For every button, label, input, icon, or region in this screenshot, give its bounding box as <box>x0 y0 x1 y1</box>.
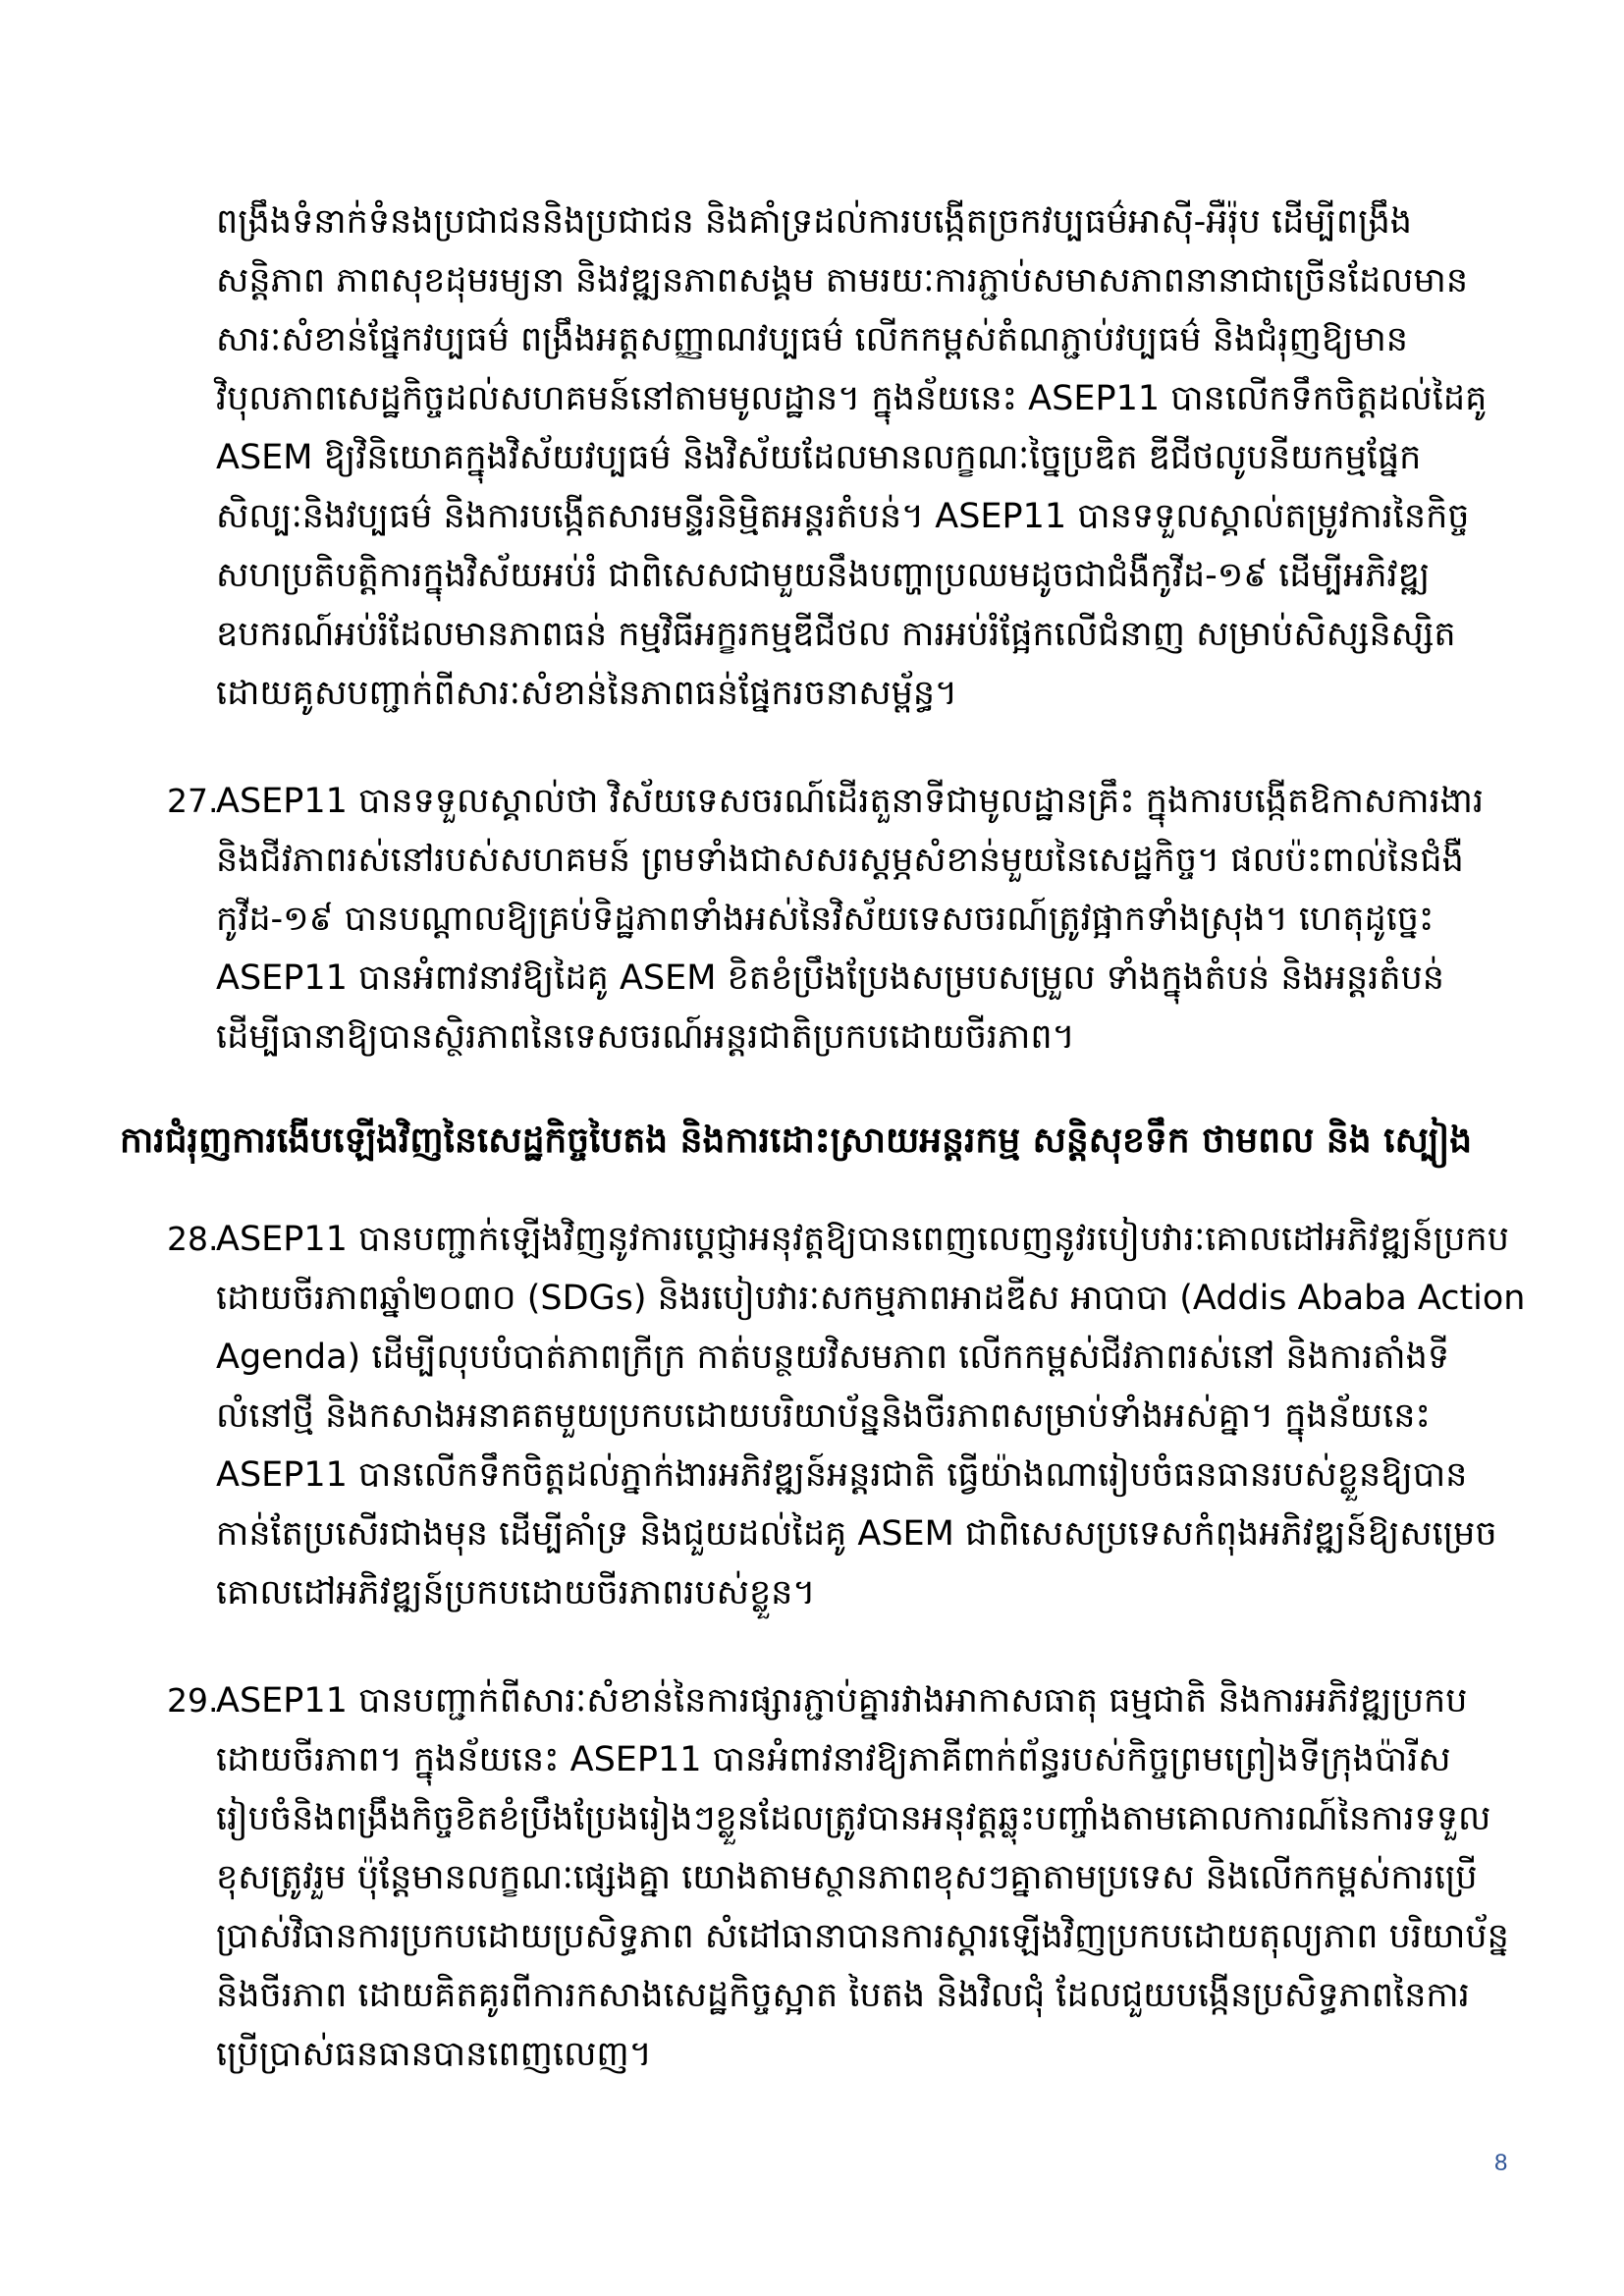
paragraph-line: ដោយចីរភាពឆ្នាំ២០៣០ (SDGs) និងរបៀបវារៈសកម្មភាពអាដឌីស អាបាបា (Addis Ababa Action <box>216 1279 1526 1318</box>
paragraph-line: ASEP11 បានបញ្ជាក់ឡើងវិញនូវការប្តេជ្ញាអនុវត្តឱ្យបានពេញលេញនូវរបៀបវារៈគោលដៅអភិវឌ្ឍន៍ប្រកប <box>216 1220 1509 1259</box>
paragraph-line: វិបុលភាពសេដ្ឋកិច្ចដល់សហគមន៍នៅតាមមូលដ្ឋាន។ ក្នុងន័យនេះ ASEP11 បានលើកទឹកចិត្តដល់ដៃគូ <box>216 379 1488 418</box>
paragraph-number: 29. <box>167 1681 219 1720</box>
paragraph-line: Agenda) ដើម្បីលុបបំបាត់ភាពក្រីក្រ កាត់បន្ថយវិសមភាព លើកកម្ពស់ជីវភាពរស់នៅ និងការតាំងទី <box>216 1338 1450 1377</box>
paragraph-line: និងចីរភាព ដោយគិតគូរពីការកសាងសេដ្ឋកិច្ចស្អាត បៃតង និងវិលជុំ ដែលជួយបង្កើនប្រសិទ្ធភាពនៃការ <box>216 1976 1470 2015</box>
paragraph-line: កូវីដ-១៩ បានបណ្តាលឱ្យគ្រប់ទិដ្ឋភាពទាំងអស់នៃវិស័យទេសចរណ៍ត្រូវផ្អាកទាំងស្រុង។ ហេតុដូច្នេះ <box>216 900 1435 939</box>
section-heading: ការជំរុញការងើបឡើងវិញនៃសេដ្ឋកិច្ចបៃតង និងការដោះស្រាយអន្តរកម្ម សន្តិសុខទឹក ថាមពល និង ស្បៀង <box>120 1121 1473 1161</box>
page-number: 8 <box>1494 2150 1508 2176</box>
paragraph-line: លំនៅថ្មី និងកសាងអនាគតមួយប្រកបដោយបរិយាប័ន្ននិងចីរភាពសម្រាប់ទាំងអស់គ្នា។ ក្នុងន័យនេះ <box>216 1396 1431 1436</box>
paragraph-line: ខុសត្រូវរួម ប៉ុន្តែមានលក្ខណៈផ្សេងគ្នា យោងតាមស្ថានភាពខុសៗគ្នាតាមប្រទេស និងលើកកម្ពស់ការប្រើ <box>216 1858 1478 1897</box>
paragraph-line: សហប្រតិបត្តិការក្នុងវិស័យអប់រំ ជាពិសេសជាមួយនឹងបញ្ហាប្រឈមដូចជាជំងឺកូវីដ-១៩ ដើម្បីអភិវឌ្ឍ <box>216 556 1431 595</box>
paragraph-line: សារៈសំខាន់ផ្នែកវប្បធម៌ ពង្រឹងអត្តសញ្ញាណវប្បធម៌ លើកកម្ពស់តំណភ្ជាប់វប្បធម៌ និងជំរុញឱ្យមាន <box>216 320 1409 359</box>
paragraph-line: សន្តិភាព ភាពសុខដុមរម្យនា និងវឌ្ឍនភាពសង្គម តាមរយៈការភ្ជាប់សមាសភាពនានាជាច្រើនដែលមាន <box>216 261 1469 301</box>
paragraph-line: ASEP11 បានបញ្ជាក់ពីសារៈសំខាន់នៃការផ្សារភ្ជាប់គ្នារវាងអាកាសធាតុ ធម្មជាតិ និងការអភិវឌ្ឍប្រកប <box>216 1681 1468 1721</box>
paragraph-line: គោលដៅអភិវឌ្ឍន៍ប្រកបដោយចីរភាពរបស់ខ្លួន។ <box>216 1573 816 1613</box>
paragraph-line: ដោយចីរភាព។ ក្នុងន័យនេះ ASEP11 បានអំពាវនាវឱ្យភាគីពាក់ព័ន្ធរបស់កិច្ចព្រមព្រៀងទីក្រុងប៉ារីស <box>216 1740 1451 1779</box>
paragraph-line: ដោយគូសបញ្ជាក់ពីសារៈសំខាន់នៃភាពធន់ផ្នែករចនាសម្ព័ន្ធ។ <box>216 674 958 713</box>
paragraph-line: ពង្រឹងទំនាក់ទំនងប្រជាជននិងប្រជាជន និងគាំទ្រដល់ការបង្កើតច្រកវប្បធម៌អាស៊ី-អឺរ៉ុប ដើម្បីពង្រឹង <box>216 202 1413 242</box>
paragraph-line: ឧបករណ៍អប់រំដែលមានភាពធន់ កម្មវិធីអក្ខរកម្មឌីជីថល ការអប់រំផ្អែកលើជំនាញ សម្រាប់សិស្សនិស្សិត <box>216 615 1456 654</box>
paragraph-line: សិល្បៈនិងវប្បធម៌ និងការបង្កើតសារមន្ទីរនិម្មិតអន្តរតំបន់។ ASEP11 បានទទួលស្គាល់តម្រូវការនៃកិច្ច <box>216 497 1470 536</box>
paragraph-line: កាន់តែប្រសើរជាងមុន ដើម្បីគាំទ្រ និងជួយដល់ដៃគូ ASEM ជាពិសេសប្រទេសកំពុងអភិវឌ្ឍន៍ឱ្យសម្រេច <box>216 1514 1497 1554</box>
paragraph-line: ASEP11 បានលើកទឹកចិត្តដល់ភ្នាក់ងារអភិវឌ្ឍន៍អន្តរជាតិ ធ្វើយ៉ាងណារៀបចំធនធានរបស់ខ្លួនឱ្យបាន <box>216 1455 1468 1495</box>
paragraph-line: ប្រាស់វិធានការប្រកបដោយប្រសិទ្ធភាព សំដៅធានាបានការស្តារឡើងវិញប្រកបដោយតុល្យភាព បរិយាប័ន្ន <box>216 1917 1509 1956</box>
paragraph-line: ប្រើប្រាស់ធនធានបានពេញលេញ។ <box>216 2035 652 2074</box>
paragraph-number: 27. <box>167 782 219 820</box>
paragraph-line: និងជីវភាពរស់នៅរបស់សហគមន៍ ព្រមទាំងជាសសរស្តម្ភសំខាន់មួយនៃសេដ្ឋកិច្ច។ ផលប៉ះពាល់នៃជំងឺ <box>216 841 1464 880</box>
paragraph-line: ASEP11 បានអំពាវនាវឱ្យដៃគូ ASEM ខិតខំប្រឹងប្រែងសម្របសម្រួល ទាំងក្នុងតំបន់ និងអន្តរតំបន់ <box>216 958 1445 998</box>
paragraph-number: 28. <box>167 1220 219 1258</box>
paragraph-line: ASEP11 បានទទួលស្គាល់ថា វិស័យទេសចរណ៍ដើរតួនាទីជាមូលដ្ឋានគ្រឹះ ក្នុងការបង្កើតឱកាសការងារ <box>216 782 1485 821</box>
paragraph-line: ដើម្បីធានាឱ្យបានស្ថិរភាពនៃទេសចរណ៍អន្តរជាតិប្រកបដោយចីរភាព។ <box>216 1017 1075 1057</box>
paragraph-line: រៀបចំនិងពង្រឹងកិច្ចខិតខំប្រឹងប្រែងរៀងៗខ្លួនដែលត្រូវបានអនុវត្តឆ្លុះបញ្ចាំងតាមគោលការណ៍នៃការទទួល <box>216 1799 1491 1838</box>
paragraph-line: ASEM ឱ្យវិនិយោគក្នុងវិស័យវប្បធម៌ និងវិស័យដែលមានលក្ខណៈច្នៃប្រឌិត ឌីជីថលូបនីយកម្មផ្នែក <box>216 438 1422 477</box>
